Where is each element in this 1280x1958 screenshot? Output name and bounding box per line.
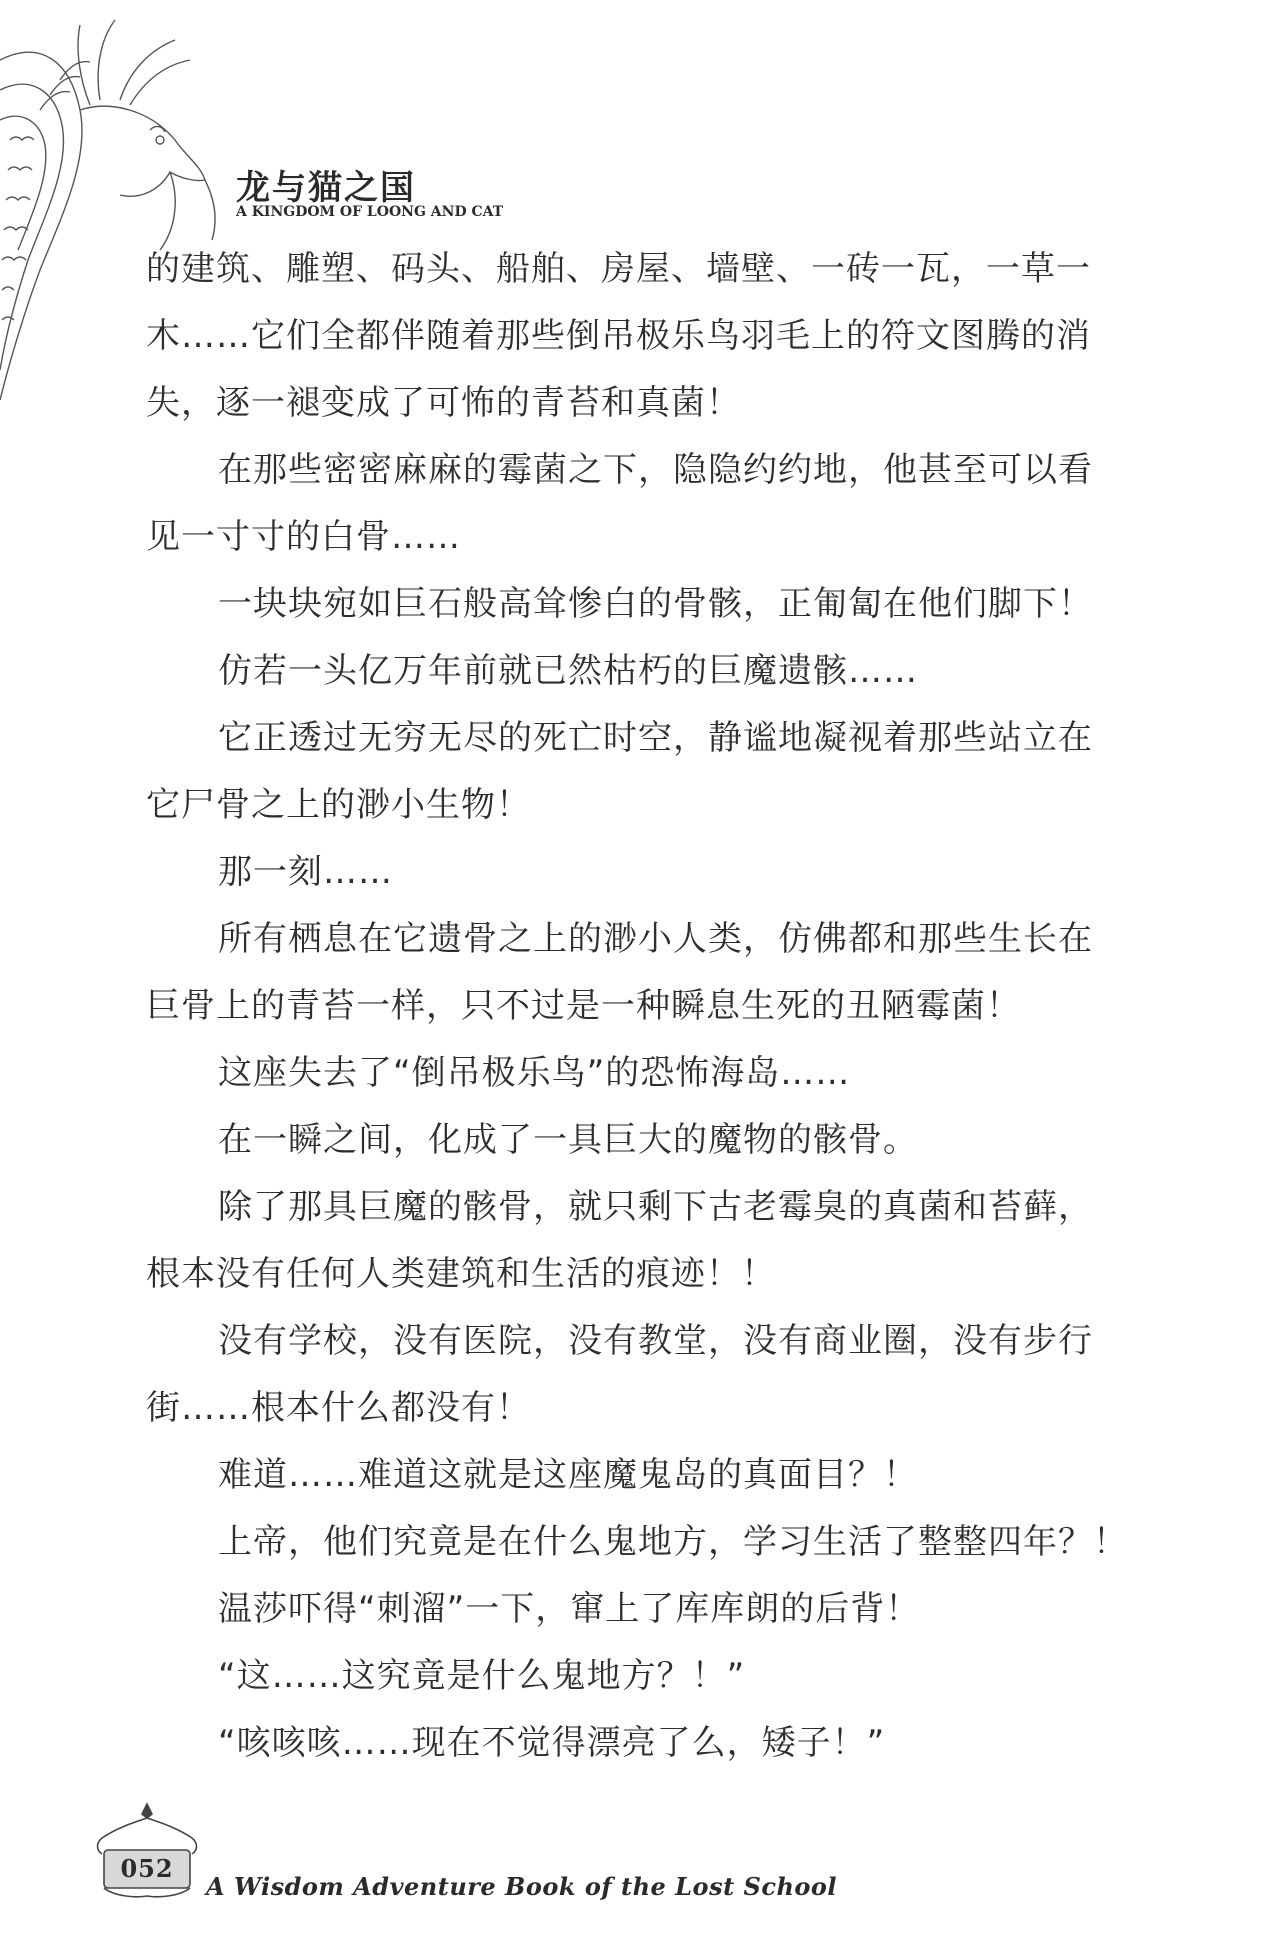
paragraph-line: 上帝，他们究竟是在什么鬼地方，学习生活了整整四年？！ [218,1522,1128,1562]
book-title-en: A KINGDOM OF LOONG AND CAT [236,204,504,220]
book-title-cn: 龙与猫之国 [236,168,416,208]
paragraph-line: 根本没有任何人类建筑和生活的痕迹！！ [146,1254,776,1294]
paragraph-line: 除了那具巨魔的骸骨，就只剩下古老霉臭的真菌和苔藓， [218,1187,1093,1227]
paragraph-line: 在一瞬之间，化成了一具巨大的魔物的骸骨。 [218,1120,918,1160]
paragraph-line: 见一寸寸的白骨…… [146,517,461,557]
paragraph-line: 所有栖息在它遗骨之上的渺小人类，仿佛都和那些生长在 [218,919,1093,959]
body-text [146,236,1146,1777]
paragraph-line: 它尸骨之上的渺小生物！ [146,785,531,825]
paragraph-line: 没有学校，没有医院，没有教堂，没有商业圈，没有步行 [218,1321,1093,1361]
paragraph-line: 难道……难道这就是这座魔鬼岛的真面目？！ [218,1455,918,1495]
paragraph-line: “咳咳咳……现在不觉得漂亮了么，矮子！” [218,1723,886,1763]
paragraph-line: 的建筑、雕塑、码头、船舶、房屋、墙壁、一砖一瓦，一草一 [146,249,1091,289]
paragraph-line: 木……它们全都伴随着那些倒吊极乐鸟羽毛上的符文图腾的消 [146,316,1091,356]
paragraph-line: 仿若一头亿万年前就已然枯朽的巨魔遗骸…… [218,651,918,691]
footer-series-title: A Wisdom Adventure Book of the Lost School [206,1872,838,1901]
paragraph-line: 它正透过无穷无尽的死亡时空，静谧地凝视着那些站立在 [218,718,1093,758]
paragraph-line: 巨骨上的青苔一样，只不过是一种瞬息生死的丑陋霉菌！ [146,986,1021,1026]
paragraph-line: 这座失去了“倒吊极乐鸟”的恐怖海岛…… [218,1053,851,1093]
paragraph-line: 那一刻…… [218,852,393,892]
paragraph-line: 温莎吓得“刺溜”一下，窜上了库库朗的后背！ [218,1589,921,1629]
paragraph-line: 街……根本什么都没有！ [146,1388,531,1428]
paragraph-line: “这……这究竟是什么鬼地方？！” [218,1656,746,1696]
paragraph-line: 一块块宛如巨石般高耸惨白的骨骸，正匍匐在他们脚下！ [218,584,1093,624]
paragraph-line: 在那些密密麻麻的霉菌之下，隐隐约约地，他甚至可以看 [218,450,1093,490]
paragraph-line: 失，逐一褪变成了可怖的青苔和真菌！ [146,383,741,423]
page-number: 052 [120,1854,174,1883]
